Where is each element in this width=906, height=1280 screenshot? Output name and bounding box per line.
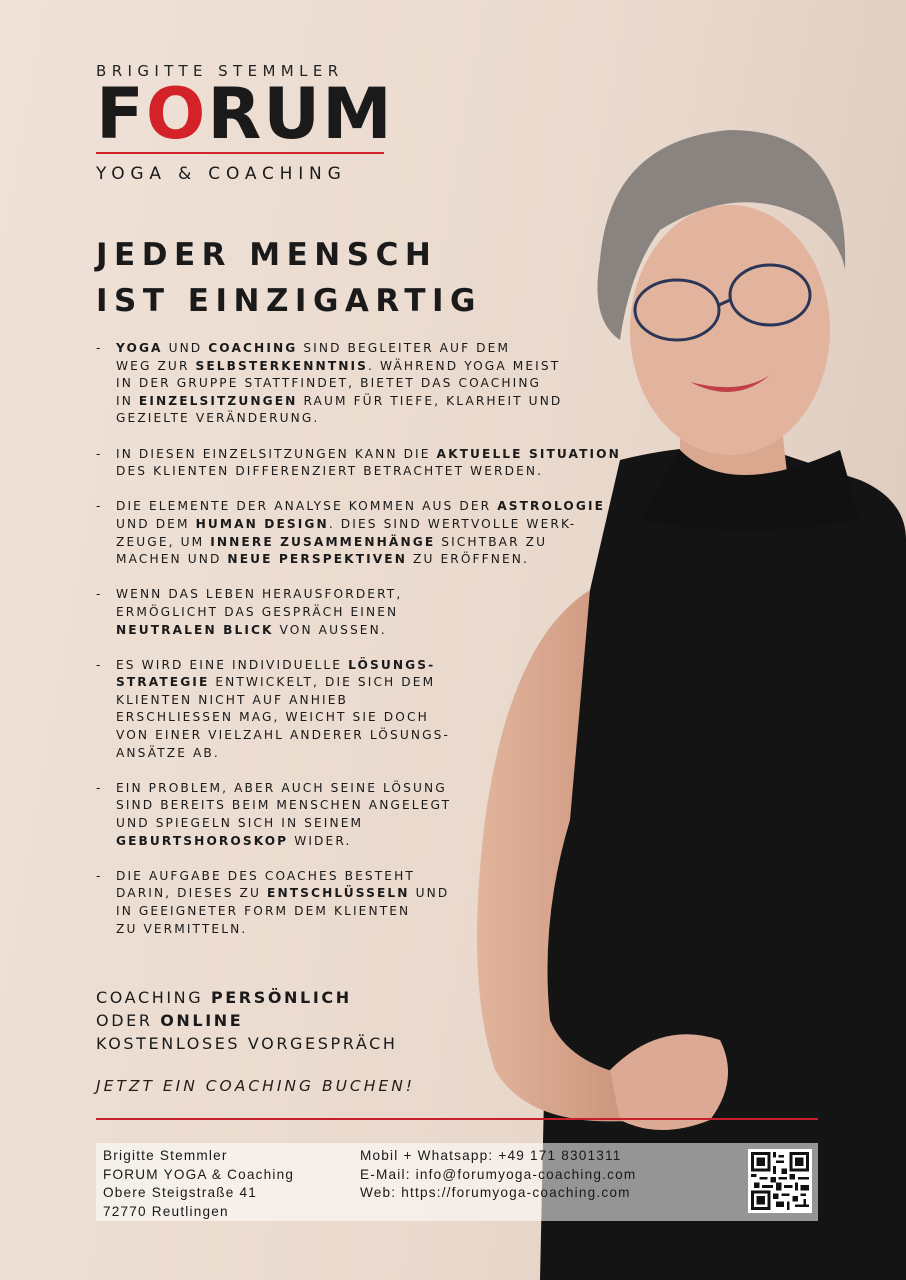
text: GEZIELTE VERÄNDERUNG. (116, 411, 320, 426)
logo (96, 62, 394, 184)
text: ZEUGE, UM (116, 534, 211, 549)
book-coaching-cta: JETZT EIN COACHING BUCHEN! (96, 1077, 415, 1095)
phone: Mobil + Whatsapp: +49 171 8301311 (360, 1148, 622, 1163)
bullet-line (116, 885, 676, 903)
bullet-line (116, 674, 676, 692)
qr-code-icon (748, 1149, 812, 1213)
cta-text: COACHING (96, 988, 211, 1007)
bullet-item (96, 446, 676, 481)
bullet-line (116, 622, 676, 640)
text: ERSCHLIESSEN MAG, WEICHT SIE DOCH (116, 710, 429, 725)
bullet-line (116, 727, 676, 745)
bold-text: NEUE PERSPEKTIVEN (227, 552, 408, 567)
text: ZU VERMITTELN. (116, 921, 248, 936)
text: ANSÄTZE AB. (116, 745, 220, 760)
logo-forum (96, 73, 394, 155)
text: MACHEN UND (116, 552, 228, 567)
text: ES WIRD EINE INDIVIDUELLE (116, 657, 349, 672)
bold-text: INNERE ZUSAMMENHÄNGE (210, 534, 436, 549)
text: UND SPIEGELN SICH IN SEINEM (116, 816, 364, 831)
bullet-dash: - (96, 446, 101, 461)
bold-text: HUMAN DESIGN (195, 516, 329, 531)
bullet-line (116, 833, 676, 851)
text: VON EINER VIELZAHL ANDERER LÖSUNGS- (116, 728, 450, 743)
bold-text: COACHING (208, 341, 298, 355)
bold-text: GEBURTSHOROSKOP (116, 833, 289, 848)
bullet-line (116, 868, 676, 886)
bold-text: NEUTRALEN BLICK (116, 622, 274, 637)
bullet-line (116, 340, 676, 358)
bullet-line (116, 463, 676, 481)
text: ENTWICKELT, DIE SICH DEM (209, 675, 436, 690)
text: IN GEEIGNETER FORM DEM KLIENTEN (116, 904, 411, 918)
bullet-line (116, 375, 676, 393)
bullet-line (116, 604, 676, 622)
bullet-line (116, 393, 676, 411)
email: E-Mail: info@forumyoga-coaching.com (360, 1166, 637, 1182)
text: RAUM FÜR TIEFE, KLARHEIT UND (297, 393, 563, 408)
text: UND DEM (116, 516, 196, 531)
text: IN DER GRUPPE STATTFINDET, BIETET DAS COACHING (116, 376, 542, 391)
bullet-line (116, 745, 676, 763)
address-line: Obere Steigstraße 41 (103, 1185, 257, 1200)
text: SIND BEGLEITER AUF DEM (297, 341, 511, 355)
bullet-dash: - (96, 780, 101, 795)
bold-text: ENTSCHLÜSSELN (267, 886, 410, 901)
text: VON AUSSEN. (273, 622, 387, 637)
bullet-line (116, 780, 676, 798)
footer-contact-box (96, 1143, 818, 1221)
bullet-line (116, 534, 676, 552)
text: SIND BEREITS BEIM MENSCHEN ANGELEGT (116, 798, 452, 813)
bold-text: YOGA (116, 341, 163, 355)
bullet-line (116, 657, 676, 675)
bullet-line (116, 446, 676, 464)
text: EIN PROBLEM, ABER AUCH SEINE LÖSUNG (116, 780, 447, 795)
bullet-item (96, 340, 676, 428)
cta-free-consultation: KOSTENLOSES VORGESPRÄCH (96, 1034, 398, 1053)
bullet-item (96, 657, 676, 763)
headline-line: IST EINZIGARTIG (96, 283, 483, 319)
text: WENN DAS LEBEN HERAUSFORDERT, (116, 587, 403, 602)
text: . WÄHREND YOGA MEIST (368, 358, 561, 373)
text: DES KLIENTEN DIFFERENZIERT BETRACHTET WERDEN. (116, 464, 544, 479)
bullet-line (116, 797, 676, 815)
bullet-line (116, 692, 676, 710)
address-line: FORUM YOGA & Coaching (103, 1166, 295, 1182)
text: IN DIESEN EINZELSITZUNGEN KANN DIE (116, 446, 437, 461)
text: DARIN, DIESES ZU (116, 886, 268, 901)
text: UND (409, 886, 450, 901)
address-block (103, 1147, 294, 1221)
bullet-item (96, 586, 676, 639)
text: KLIENTEN NICHT AUF ANHIEB (116, 692, 348, 707)
bullet-line (116, 551, 676, 569)
text: SICHTBAR ZU (435, 534, 548, 549)
bullet-item (96, 868, 676, 938)
bullet-line (116, 516, 676, 534)
cta-bold: ONLINE (160, 1011, 244, 1030)
address-line: Brigitte Stemmler (103, 1148, 228, 1163)
logo-subtitle: YOGA & COACHING (96, 163, 347, 184)
bullet-item (96, 780, 676, 850)
logo-letters: RUM (207, 73, 394, 155)
website: Web: https://forumyoga-coaching.com (360, 1185, 631, 1200)
text: DIE ELEMENTE DER ANALYSE KOMMEN AUS DER (116, 499, 498, 514)
address-line: 72770 Reutlingen (103, 1203, 229, 1219)
logo-letter: F (96, 73, 146, 155)
bullet-line (116, 586, 676, 604)
logo-red-o: O (145, 73, 208, 155)
bold-text: EINZELSITZUNGEN (138, 393, 298, 408)
bold-text: LÖSUNGS- (348, 657, 436, 672)
text: ZU ERÖFFNEN. (407, 552, 529, 567)
bold-text: AKTUELLE SITUATION (436, 446, 621, 461)
text: . DIES SIND WERTVOLLE WERK- (328, 516, 577, 531)
text: UND (162, 341, 209, 355)
divider (96, 1118, 818, 1120)
bullet-dash: - (96, 587, 101, 602)
coaching-info (96, 986, 398, 1055)
bullet-line (116, 903, 676, 921)
bullet-line (116, 358, 676, 376)
text: ERMÖGLICHT DAS GESPRÄCH EINEN (116, 604, 399, 619)
headline (96, 232, 482, 324)
text: IN (116, 393, 139, 408)
bullet-line (116, 410, 676, 428)
bullet-dash: - (96, 499, 101, 514)
contact-block (360, 1147, 636, 1203)
bullet-line (116, 709, 676, 727)
bold-text: SELBSTERKENNTNIS (195, 358, 369, 373)
bullet-list (96, 340, 676, 956)
text: DIE AUFGABE DES COACHES BESTEHT (116, 868, 415, 883)
bullet-line (116, 498, 676, 516)
logo-name: BRIGITTE STEMMLER (96, 62, 344, 80)
bullet-dash: - (96, 657, 101, 672)
headline-line: JEDER MENSCH (96, 237, 438, 273)
text: WIDER. (288, 833, 352, 848)
cta-bold: PERSÖNLICH (210, 988, 352, 1007)
cta-text: ODER (96, 1011, 161, 1030)
bullet-dash: - (96, 868, 101, 883)
bullet-line (116, 815, 676, 833)
bullet-item (96, 498, 676, 568)
bold-text: ASTROLOGIE (497, 499, 606, 514)
bullet-dash: - (96, 341, 101, 355)
text: WEG ZUR (116, 358, 196, 373)
bullet-line (116, 921, 676, 939)
bold-text: STRATEGIE (116, 675, 210, 690)
